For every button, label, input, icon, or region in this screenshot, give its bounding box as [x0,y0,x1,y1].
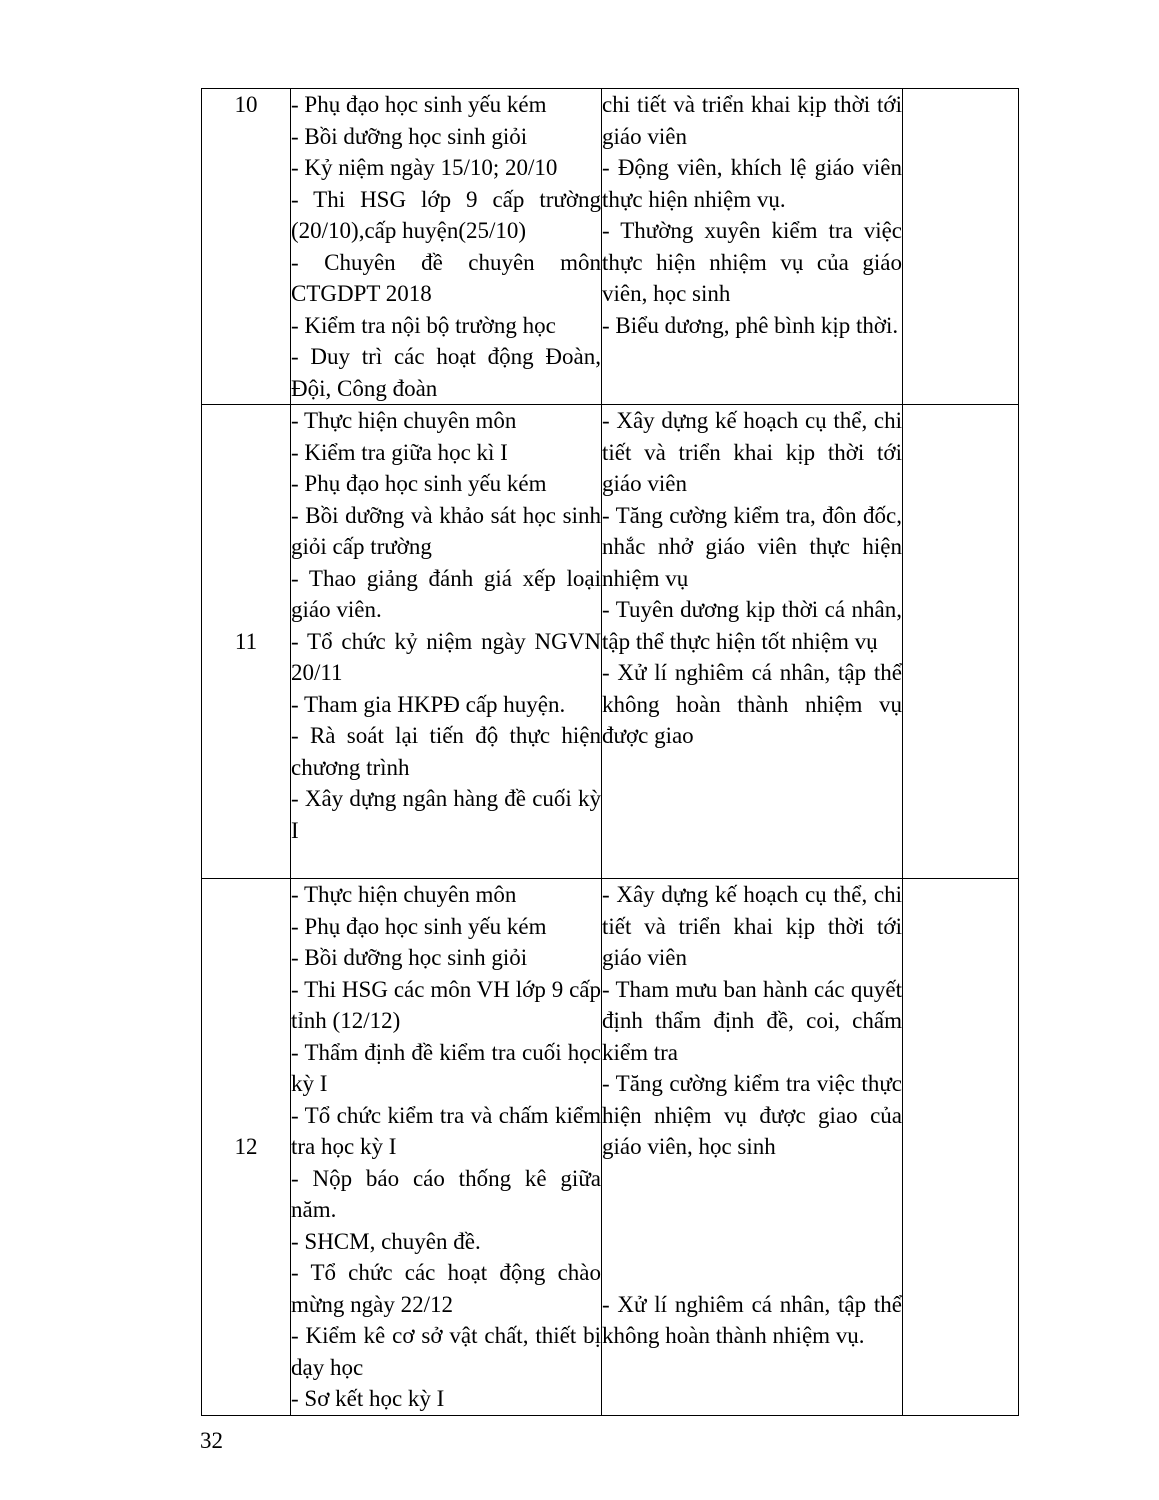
task-item: - Phụ đạo học sinh yếu kém [291,913,547,939]
task-item: - Kiểm tra giữa học kì I [291,439,508,465]
task-item: - Kiểm kê cơ sở vật chất, thiết bị dạy học [291,1323,601,1380]
task-item: - Kỷ niệm ngày 15/10; 20/10 [291,155,558,180]
task-item: - Bồi dưỡng học sinh giỏi [291,945,528,970]
measures-cell [602,89,903,405]
task-item: - SHCM, chuyên đề. [291,1228,481,1254]
measures-cell [602,879,903,1416]
task-item: - Thực hiện chuyên môn [291,882,517,907]
task-item: - Phụ đạo học sinh yếu kém [291,92,547,117]
note-cell [903,879,1019,1416]
month-cell: 11 [202,405,291,879]
task-item: - Xây dựng ngân hàng đề cuối kỳ I [291,786,601,843]
task-item: - Phụ đạo học sinh yếu kém [291,471,547,496]
task-item: - Tổ chức kỷ niệm ngày NGVN 20/11 [291,628,601,685]
measure-item: - Biểu dương, phê bình kịp thời. [602,312,899,338]
measures-cell [602,405,903,879]
tasks-cell [291,405,602,879]
measure-item: - Thường xuyên kiểm tra việc thực hiện nhiệm vụ của giáo viên, học sinh [602,218,902,306]
table-row [202,89,1019,405]
measure-item: - Xây dựng kế hoạch cụ thể, chi tiết và triển khai kịp thời tới giáo viên [602,408,902,496]
spacer [602,1163,902,1289]
measure-item: - Tham mưu ban hành các quyết định thẩm định đề, coi, chấm kiểm tra [602,976,902,1065]
table-row [202,879,1019,1416]
month-cell: 12 [202,879,291,1416]
page-number: 32 [200,1428,223,1453]
measure-item: chi tiết và triển khai kịp thời tới giáo viên [602,92,902,149]
measure-item: - Tăng cường kiểm tra việc thực hiện nhiệm vụ được giao của giáo viên, học sinh [602,1071,902,1159]
task-item: - Nộp báo cáo thống kê giữa năm. [291,1165,601,1222]
table-row [202,405,1019,879]
task-item: - Kiểm tra nội bộ trường học [291,312,556,338]
task-item: - Rà soát lại tiến độ thực hiện chương trình [291,723,601,780]
task-item: - Thực hiện chuyên môn [291,408,517,433]
measure-item: - Xử lí nghiêm cá nhân, tập thể không hoàn thành nhiệm vụ được giao [602,660,902,748]
task-item: - Thao giảng đánh giá xếp loại giáo viên. [291,565,601,622]
task-item: - Thi HSG các môn VH lớp 9 cấp tỉnh (12/12) [291,976,601,1033]
task-item: - Thi HSG lớp 9 cấp trường (20/10),cấp huyện(25/10) [291,186,601,243]
task-item: - Sơ kết học kỳ I [291,1386,445,1411]
task-item: - Bồi dưỡng học sinh giỏi [291,123,528,149]
task-item: - Bồi dưỡng và khảo sát học sinh giỏi cấp trường [291,502,601,559]
task-item: - Tham gia HKPĐ cấp huyện. [291,691,566,717]
task-item: - Tổ chức kiểm tra và chấm kiểm tra học kỳ I [291,1102,601,1159]
month-cell: 10 [202,89,291,405]
measure-item: - Xử lí nghiêm cá nhân, tập thể không hoàn thành nhiệm vụ. [602,1291,902,1348]
note-cell [903,405,1019,879]
note-cell [903,89,1019,405]
measure-item: - Tuyên dương kịp thời cá nhân, tập thể thực hiện tốt nhiệm vụ [602,597,902,654]
tasks-cell [291,89,602,405]
tasks-cell [291,879,602,1416]
task-item: - Duy trì các hoạt động Đoàn, Đội, Công đoàn [291,344,601,401]
measure-item: - Xây dựng kế hoạch cụ thể, chi tiết và triển khai kịp thời tới giáo viên [602,882,902,970]
task-item: - Tổ chức các hoạt động chào mừng ngày 22/12 [291,1260,601,1317]
task-item: - Chuyên đề chuyên môn CTGDPT 2018 [291,249,601,306]
measure-item: - Tăng cường kiểm tra, đôn đốc, nhắc nhở giáo viên thực hiện nhiệm vụ [602,502,902,591]
plan-table [201,88,1019,1416]
task-item: - Thẩm định đề kiểm tra cuối học kỳ I [291,1039,601,1096]
measure-item: - Động viên, khích lệ giáo viên thực hiện nhiệm vụ. [602,155,902,212]
